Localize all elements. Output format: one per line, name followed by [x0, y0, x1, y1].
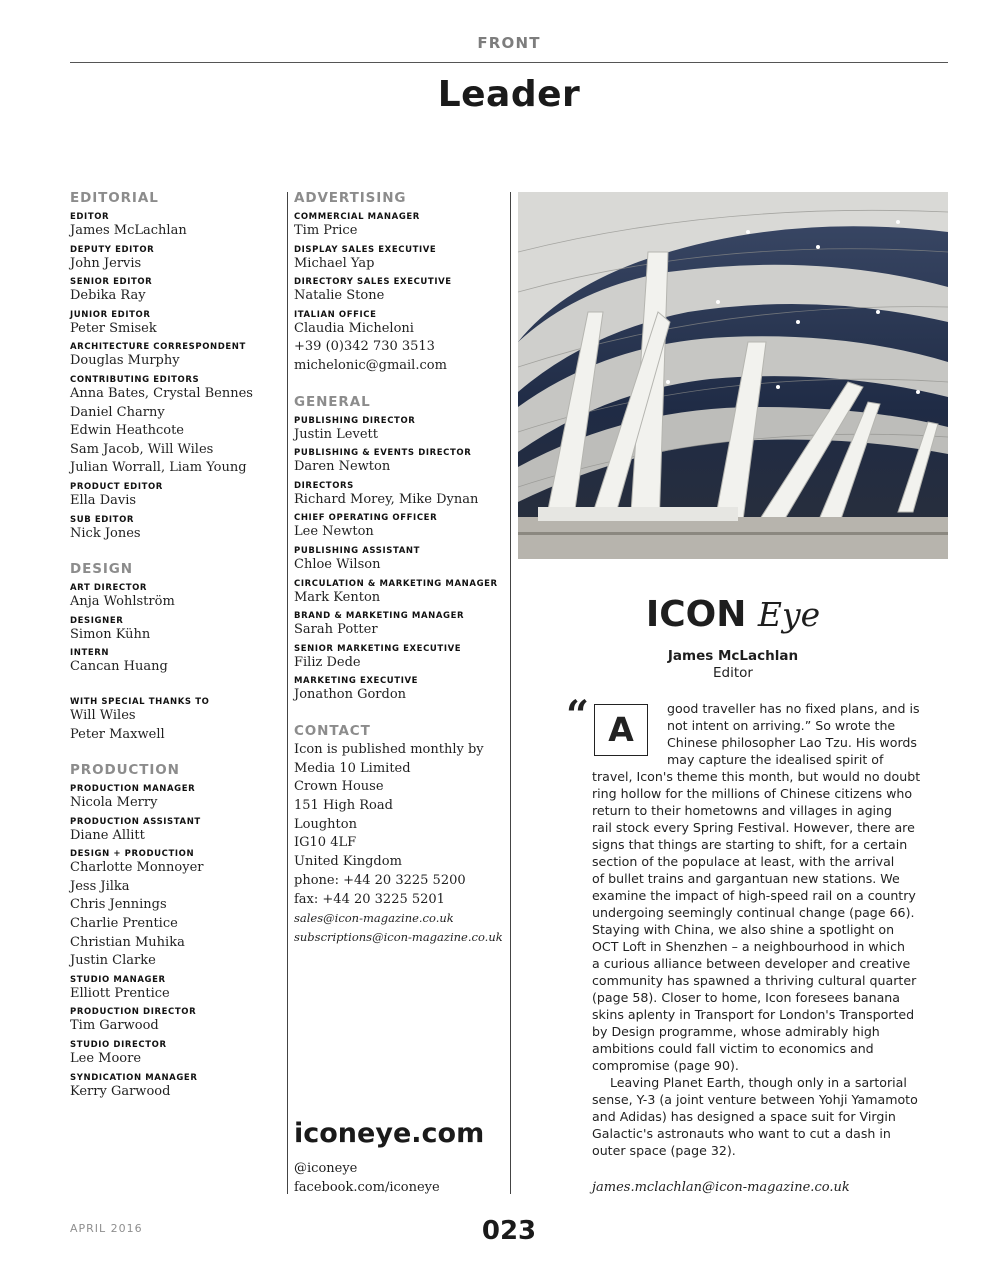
body-line: compromise (page 90).: [592, 1058, 739, 1073]
role-label: STUDIO MANAGER: [70, 974, 166, 985]
author-name: James McLachlan: [667, 648, 799, 664]
body-line: community has spawned a thriving cultural quarter: [592, 973, 917, 988]
column-divider-left: [287, 192, 288, 1194]
website-url[interactable]: iconeye.com: [294, 1118, 485, 1149]
role-label: PRODUCTION ASSISTANT: [70, 816, 201, 827]
body-line: by Design programme, whose admirably high: [592, 1024, 880, 1039]
body-line: examine the impact of high-speed rail on a country: [592, 888, 916, 903]
role-label: PRODUCTION MANAGER: [70, 784, 196, 795]
role-label: DESIGN + PRODUCTION: [70, 849, 195, 860]
role-label: SYNDICATION MANAGER: [70, 1072, 198, 1083]
contact-line: United Kingdom: [294, 854, 402, 870]
role-label: PUBLISHING DIRECTOR: [294, 415, 416, 426]
staff-name: Nicola Merry: [70, 795, 158, 811]
contact-emails: [294, 909, 504, 946]
editorial-title: EDITORIAL: [70, 190, 159, 206]
staff-name: Peter Smisek: [70, 320, 157, 336]
body-line: may capture the idealised spirit of: [667, 752, 884, 767]
role-label: PRODUCTION DIRECTOR: [70, 1007, 197, 1018]
advertising-title: ADVERTISING: [294, 190, 407, 206]
section-label: FRONT: [477, 34, 541, 52]
contact-line: 151 High Road: [294, 798, 393, 814]
body-line: skins aplenty in Transport for London's Transported: [592, 1007, 915, 1022]
thanks-role: WITH SPECIAL THANKS TO: [70, 696, 210, 707]
column-divider-right: [510, 192, 511, 1194]
body-line: undergoing seemingly continual change (page 66).: [592, 905, 915, 920]
body-line: Leaving Planet Earth, though only in a sartorial: [610, 1075, 907, 1090]
design-roles: [70, 583, 280, 677]
body-line: good traveller has no fixed plans, and is: [667, 701, 920, 716]
role-label: INTERN: [70, 648, 110, 659]
staff-name: Lee Moore: [70, 1051, 142, 1067]
role-label: ART DIRECTOR: [70, 583, 148, 594]
staff-name: Michael Yap: [294, 255, 375, 271]
station-photo: [518, 192, 948, 559]
role-label: DIRECTORY SALES EXECUTIVE: [294, 277, 452, 288]
byline: [518, 648, 948, 682]
staff-name: Cancan Huang: [70, 659, 168, 675]
role-label: DIRECTORS: [294, 480, 354, 491]
contact-line: Icon is published monthly by: [294, 741, 484, 757]
staff-name: James McLachlan: [70, 223, 187, 238]
staff-name: Daniel Charny: [70, 404, 165, 420]
staff-name: Kerry Garwood: [70, 1083, 171, 1099]
general-title: GENERAL: [294, 393, 371, 410]
role-label: ITALIAN OFFICE: [294, 309, 377, 320]
editor-email[interactable]: james.mclachlan@icon-magazine.co.uk: [592, 1180, 850, 1195]
staff-name: Sarah Potter: [294, 622, 378, 638]
contact-line: phone: +44 20 3225 5200: [294, 872, 466, 888]
contact-line: IG10 4LF: [294, 835, 357, 851]
staff-name: Charlie Prentice: [70, 916, 178, 932]
staff-name: Debika Ray: [70, 288, 146, 304]
role-label: DESIGNER: [70, 615, 124, 626]
staff-name: Will Wiles: [70, 707, 136, 723]
staff-name: Anna Bates, Crystal Bennes: [70, 385, 253, 401]
body-line: not intent on arriving.” So wrote the: [667, 718, 896, 733]
drop-cap: A: [594, 704, 648, 756]
staff-name: Jess Jilka: [70, 878, 130, 894]
body-line: rail stock every Spring Festival. However, there are: [592, 820, 915, 835]
contact-title: CONTACT: [294, 722, 371, 739]
body-line: a curious alliance between developer and creative: [592, 956, 911, 971]
general-roles: [294, 416, 504, 705]
staff-name: Diane Allitt: [70, 827, 145, 843]
staff-name: Chris Jennings: [70, 897, 167, 913]
staff-name: Douglas Murphy: [70, 353, 180, 369]
body-line: sense, Y-3 (a joint venture between Yohji Yamamoto: [592, 1092, 918, 1107]
staff-name: Sam Jacob, Will Wiles: [70, 441, 214, 457]
body-line: ring hollow for the millions of Chinese citizens who: [592, 786, 913, 801]
contact-email[interactable]: subscriptions@icon-magazine.co.uk: [294, 929, 503, 944]
staff-name: Justin Clarke: [70, 953, 156, 969]
role-label: PUBLISHING & EVENTS DIRECTOR: [294, 448, 472, 459]
station-roof-illustration: [518, 192, 948, 559]
staff-name: Tim Price: [294, 223, 358, 238]
staff-name: Claudia Micheloni: [294, 320, 414, 336]
staff-name: +39 (0)342 730 3513: [294, 339, 435, 355]
role-label: JUNIOR EDITOR: [70, 309, 151, 320]
staff-name: John Jervis: [70, 255, 142, 271]
author-role: Editor: [713, 665, 753, 681]
advertising-roles: [294, 212, 504, 376]
twitter-handle[interactable]: @iconeye: [294, 1161, 358, 1176]
staff-name: Peter Maxwell: [70, 726, 165, 742]
role-label: PRODUCT EDITOR: [70, 481, 163, 492]
role-label: STUDIO DIRECTOR: [70, 1040, 167, 1051]
body-line: return to their hometowns and villages in aging: [592, 803, 893, 818]
quote-mark: “: [566, 692, 590, 739]
page-title: Leader: [437, 74, 581, 115]
body-line: Chinese philosopher Lao Tzu. His words: [667, 735, 917, 750]
role-label: COMMERCIAL MANAGER: [294, 212, 420, 222]
staff-name: Anja Wohlström: [70, 594, 175, 610]
contact-line: Loughton: [294, 816, 357, 832]
masthead-left-column: [70, 188, 280, 1101]
staff-name: Simon Kühn: [70, 626, 151, 642]
staff-name: Elliott Prentice: [70, 985, 170, 1001]
body-line: section of the populace at least, with the arrival: [592, 854, 895, 869]
staff-name: Charlotte Monnoyer: [70, 860, 204, 876]
role-label: ARCHITECTURE CORRESPONDENT: [70, 342, 246, 353]
social-links: [294, 1160, 440, 1197]
thanks-names: [70, 707, 280, 744]
staff-name: Natalie Stone: [294, 288, 385, 304]
body-line: of bullet trains and gargantuan new stations. We: [592, 871, 900, 886]
staff-name: michelonic@gmail.com: [294, 357, 447, 373]
issue-date: APRIL 2016: [70, 1222, 143, 1235]
facebook-link[interactable]: facebook.com/iconeye: [294, 1179, 440, 1195]
staff-name: Filiz Dede: [294, 654, 361, 670]
role-label: BRAND & MARKETING MANAGER: [294, 611, 465, 622]
editorial-roles: [70, 212, 280, 543]
staff-name: Christian Muhika: [70, 934, 185, 950]
general-group: [294, 392, 504, 705]
role-label: CIRCULATION & MARKETING MANAGER: [294, 578, 498, 589]
body-line: signs that things are starting to shift, for a certain: [592, 837, 908, 852]
advertising-group: [294, 188, 504, 376]
body-line: ambitions could fall victim to economics and: [592, 1041, 874, 1056]
thanks-group: [70, 697, 280, 744]
production-title: PRODUCTION: [70, 762, 180, 779]
masthead-middle-column: [294, 188, 504, 947]
production-group: [70, 760, 280, 1101]
page-number: 023: [481, 1216, 537, 1246]
role-label: DEPUTY EDITOR: [70, 244, 155, 255]
staff-name: Julian Worrall, Liam Young: [70, 460, 247, 476]
staff-name: Ella Davis: [70, 492, 137, 508]
body-line: OCT Loft in Shenzhen – a neighbourhood in which: [592, 939, 905, 954]
staff-name: Tim Garwood: [70, 1018, 159, 1034]
masthead-bold: ICON: [645, 594, 747, 635]
design-title: DESIGN: [70, 561, 133, 578]
staff-name: Nick Jones: [70, 525, 141, 541]
staff-name: Chloe Wilson: [294, 556, 381, 572]
body-line: outer space (page 32).: [592, 1143, 736, 1158]
role-label: CONTRIBUTING EDITORS: [70, 374, 200, 385]
contact-email[interactable]: sales@icon-magazine.co.uk: [294, 911, 454, 926]
body-line: (page 58). Closer to home, Icon foresees banana: [592, 990, 901, 1005]
contact-lines: [294, 741, 504, 909]
contact-line: Media 10 Limited: [294, 760, 411, 776]
role-label: CHIEF OPERATING OFFICER: [294, 513, 438, 524]
staff-name: Justin Levett: [294, 426, 378, 442]
role-label: SUB EDITOR: [70, 514, 135, 525]
staff-name: Jonathon Gordon: [294, 687, 407, 703]
body-line: Galactic's astronauts who want to cut a dash in: [592, 1126, 891, 1141]
role-label: SENIOR EDITOR: [70, 277, 153, 288]
role-label: MARKETING EXECUTIVE: [294, 676, 419, 687]
body-line: Staying with China, we also shine a spotlight on: [592, 922, 895, 937]
body-line: and Adidas) has designed a space suit for Virgin: [592, 1109, 896, 1124]
role-label: DISPLAY SALES EXECUTIVE: [294, 244, 437, 255]
icon-eye-masthead: [518, 594, 948, 635]
staff-name: Mark Kenton: [294, 589, 381, 605]
design-group: [70, 559, 280, 677]
body-line: travel, Icon's theme this month, but would no doubt: [592, 769, 921, 784]
masthead-italic: Eye: [757, 595, 821, 634]
contact-group: [294, 721, 504, 947]
role-label: SENIOR MARKETING EXECUTIVE: [294, 643, 462, 654]
staff-name: Daren Newton: [294, 459, 391, 475]
role-label: EDITOR: [70, 212, 110, 222]
role-label: PUBLISHING ASSISTANT: [294, 545, 420, 556]
editorial-group: [70, 188, 280, 543]
header-rule: [70, 62, 948, 63]
production-roles: [70, 784, 280, 1101]
staff-name: Richard Morey, Mike Dynan: [294, 491, 479, 507]
staff-name: Lee Newton: [294, 524, 374, 540]
contact-line: fax: +44 20 3225 5201: [294, 891, 445, 907]
staff-name: Edwin Heathcote: [70, 423, 185, 439]
contact-line: Crown House: [294, 779, 384, 795]
